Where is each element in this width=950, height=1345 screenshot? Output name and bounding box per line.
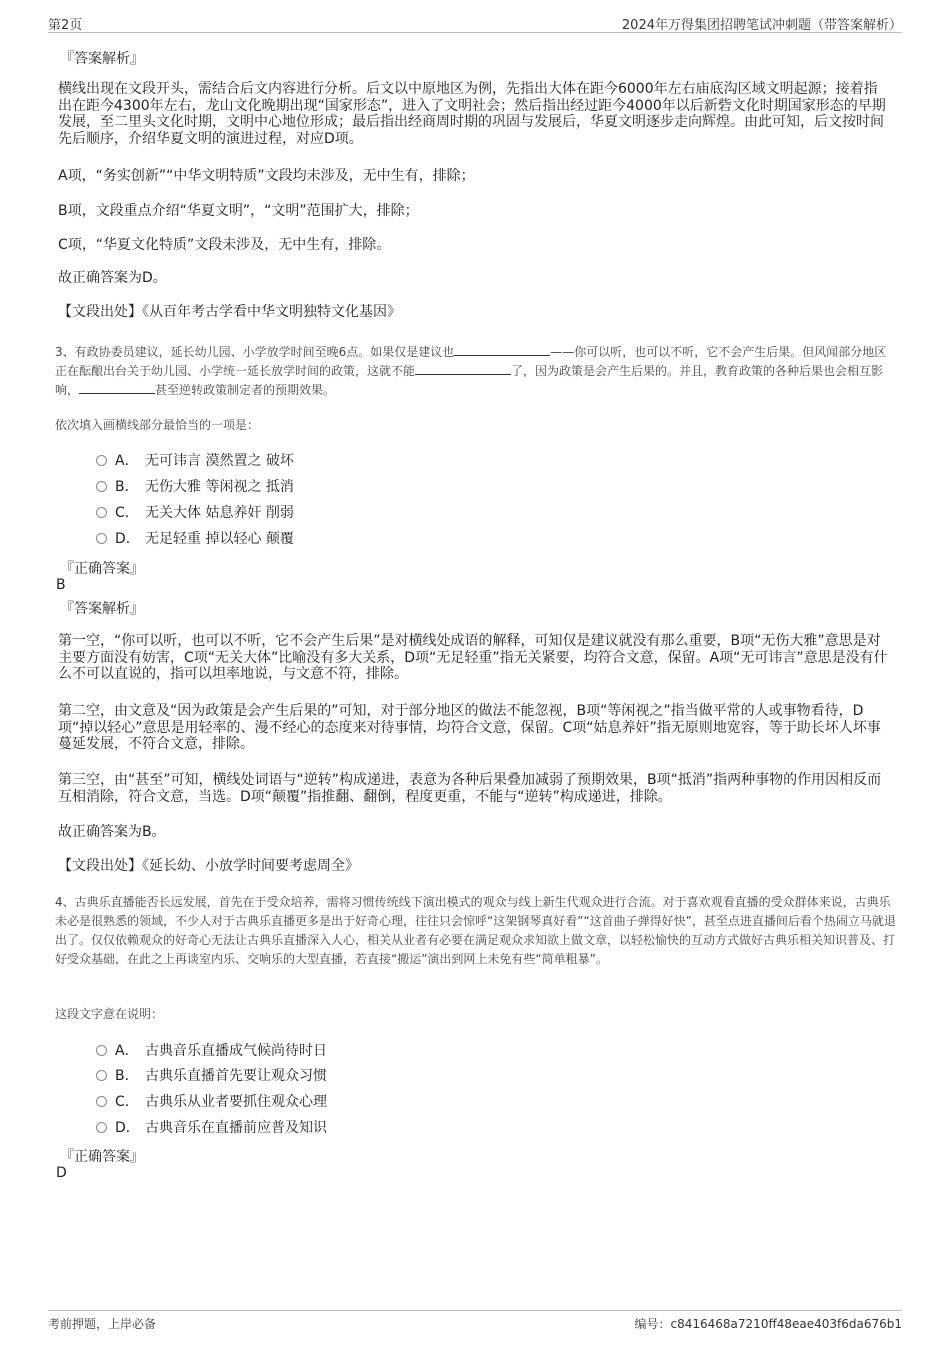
q3-blank-2 [415,362,511,375]
radio-icon[interactable] [96,533,107,544]
q3-stem: 3、有政协委员建议，延长幼儿园、小学放学时间至晚6点。如果仅是建议也 ——你可以听，也可以不听，它不会产生后果。但风闻部分地区正在酝酿出台关于幼儿园、小学统一延长放学时间的政策，这就不能 了，因为政策是会产生后果的。并且，教育政策的各种后果也会相互影响， 甚至逆转政策制定者的预期效果。 [55,345,887,397]
q4-option-d[interactable]: D． 古典音乐在直播前应普及知识 [96,1118,327,1138]
q3-blank-3 [79,381,155,394]
radio-icon[interactable] [96,1122,107,1133]
q3-answer: B [56,577,66,593]
radio-icon[interactable] [96,481,107,492]
footer-slogan: 考前押题，上岸必备 [48,1317,157,1331]
document-title: 2024年万得集团招聘笔试冲刺题（带答案解析） [621,18,902,33]
radio-icon[interactable] [96,455,107,466]
page-header [48,12,902,33]
radio-icon[interactable] [96,1096,107,1107]
q3-answer-label: 『正确答案』 [60,561,144,577]
q4-answer-label: 『正确答案』 [60,1149,144,1165]
q3-prompt: 依次填入画横线部分最恰当的一项是： [55,418,260,432]
q2-analysis-c: C项，“华夏文化特质”文段未涉及，无中生有，排除。 [58,237,391,253]
q3-analysis-label: 『答案解析』 [60,601,144,617]
q2-source: 【文段出处】《从百年考古学看中华文明独特文化基因》 [58,304,401,320]
q4-option-c[interactable]: C． 古典乐从业者要抓住观众心理 [96,1092,327,1112]
q3-conclusion: 故正确答案为B。 [58,824,166,840]
q2-conclusion: 故正确答案为D。 [58,270,167,286]
q3-source: 【文段出处】《延长幼、小放学时间要考虑周全》 [58,858,359,874]
q3-analysis-3: 第三空，由“甚至”可知，横线处词语与“逆转”构成递进，表意为各种后果叠加减弱了预期效果，B项“抵消”指两种事物的作用因相反而互相消除，符合文意，当选。D项“颠覆”指推翻、翻倒，程度更重，不能与“逆转”构成递进，排除。 [58,772,882,805]
q4-option-a[interactable]: A． 古典音乐直播成气候尚待时日 [96,1041,327,1061]
q3-option-a[interactable]: A． 无可讳言 漠然置之 破坏 [96,451,294,471]
radio-icon[interactable] [96,507,107,518]
q3-option-d[interactable]: D． 无足轻重 掉以轻心 颠覆 [96,529,294,549]
q4-option-b[interactable]: B． 古典乐直播首先要让观众习惯 [96,1066,327,1086]
q3-option-b[interactable]: B． 无伤大雅 等闲视之 抵消 [96,477,294,497]
q4-answer: D [56,1165,67,1181]
q2-analysis: 横线出现在文段开头，需结合后文内容进行分析。后文以中原地区为例，先指出大体在距今6000年左右庙底沟区域文明起源；接着指出在距今4300年左右，龙山文化晚期出现“国家形态”，进入了文明社会；然后指出经过距今4000年以后新砦文化时期国家形态的早期发展，至二里头文化时期，文明中心地位形成；最后指出经商周时期的巩固与发展后，华夏文明逐步走向辉煌。由此可知，后文按时间先后顺序，介绍华夏文明的演进过程，对应D项。 [58,81,886,147]
q3-analysis-1: 第一空，“你可以听，也可以不听，它不会产生后果”是对横线处成语的解释，可知仅是建议就没有那么重要，B项“无伤大雅”意思是对主要方面没有妨害，C项“无关大体”比喻没有多大关系，D项“无足轻重”指无关紧要，均符合文意，保留。A项“无可讳言”意思是没有什么不可以直说的，指可以坦率地说，与文意不符，排除。 [58,633,888,682]
q4-prompt: 这段文字意在说明： [55,1007,164,1021]
q2-analysis-a: A项，“务实创新”“中华文明特质”文段均未涉及，无中生有，排除； [58,168,475,184]
page-footer [48,1310,902,1335]
page-number: 第2页 [48,18,83,33]
q2-analysis-label: 『答案解析』 [60,51,144,67]
radio-icon[interactable] [96,1045,107,1056]
document-id: 编号：c8416468a7210ff48eae403f6da676b1 [634,1317,902,1331]
radio-icon[interactable] [96,1070,107,1081]
q3-blank-1 [454,343,550,356]
q3-option-c[interactable]: C． 无关大体 姑息养奸 削弱 [96,503,294,523]
q4-stem: 4、古典乐直播能否长远发展，首先在于受众培养，需将习惯传统线下演出模式的观众与线上新生代观众进行合流。对于喜欢观看直播的受众群体来说，古典乐未必是很熟悉的领域，不少人对于古典乐直播更多是出于好奇心理，往往只会惊呼“这架钢琴真好看”“这首曲子弹得好快”，甚至点进直播间后看个热闹立马就退出了。仅仅依赖观众的好奇心无法让古典乐直播深入人心，相关从业者有必要在满足观众求知欲上做文章，以轻松愉快的互动方式做好古典乐相关知识普及、打好受众基础，在此之上再谈室内乐、交响乐的大型直播，若直接“搬运”演出到网上未免有些“简单粗暴”。 [55,895,896,966]
q2-analysis-b: B项，文段重点介绍“华夏文明”，“文明”范围扩大，排除； [58,203,419,219]
q3-analysis-2: 第二空，由文意及“因为政策是会产生后果的”可知，对于部分地区的做法不能忽视，B项“等闲视之”指当做平常的人或事物看待，D项“掉以轻心”意思是用轻率的、漫不经心的态度来对待事情，均符合文意，保留。C项“姑息养奸”指无原则地宽容，等于助长坏人坏事蔓延发展，不符合文意，排除。 [58,703,881,752]
